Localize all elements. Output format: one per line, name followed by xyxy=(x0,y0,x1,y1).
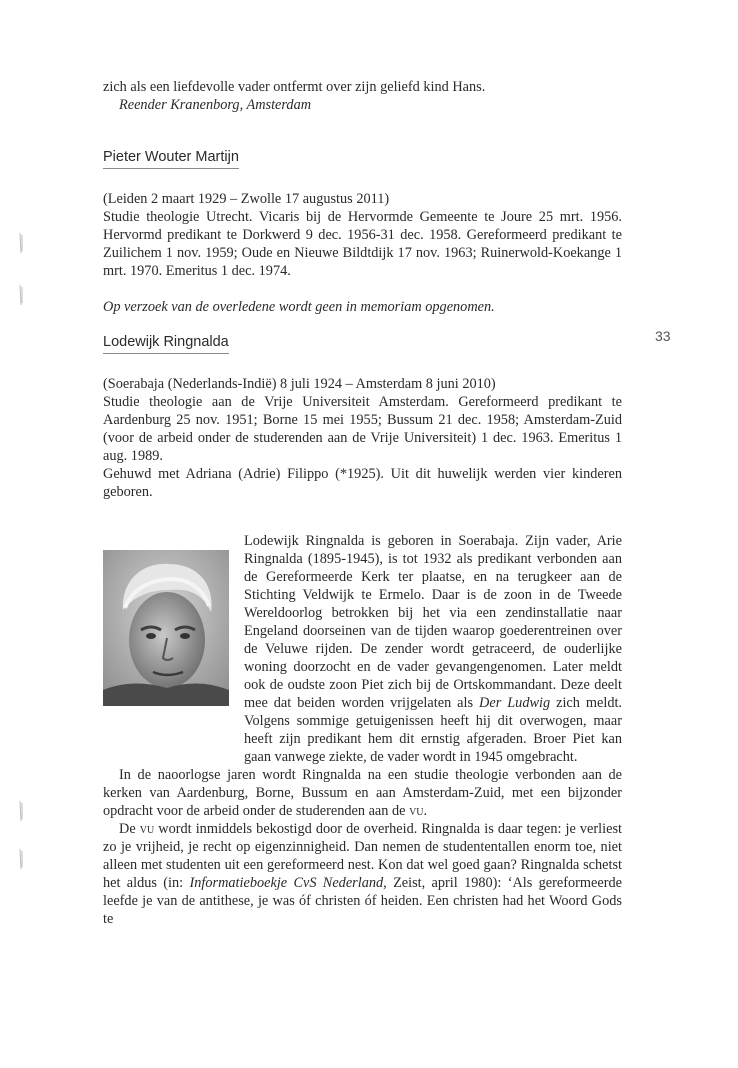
career-summary: Studie theologie Utrecht. Vicaris bij de Hervormde Gemeente te Joure 25 mrt. 1956. Hervormd predikant te Dorkwerd 9 dec. 1956-31 dec. 1958. Gereformeerd predikant te Zuilichem 1 nov. 1959; Oude en Nieuwe Bildtdijk 17 nov. 1963; Ruinerwold-Koekange 1 mrt. 1970. Emeritus 1 dec. 1974. xyxy=(103,209,622,279)
biography xyxy=(103,532,622,928)
entry-ringnalda-summary xyxy=(103,375,622,501)
vu-abbreviation: vu xyxy=(409,803,424,819)
life-dates: (Leiden 2 maart 1929 – Zwolle 17 augustus 2011) xyxy=(103,191,390,207)
author-signature: Reender Kranenborg, Amsterdam xyxy=(119,97,312,113)
bio1-title-italic: Der Ludwig xyxy=(479,695,551,711)
bio1-end-text: zich meldt. Volgens sommige getuigenissen heeft hij dit overwogen, maar heeft zijn predikant hem dit ernstig afgeraden. Broer Piet kan gaan vanwege ziekte, de vader wordt in 1945 omgebracht. xyxy=(244,695,623,765)
bio3-start: De xyxy=(119,821,136,837)
scan-mark xyxy=(18,232,24,254)
closing-line: zich als een liefdevolle vader ontfermt over zijn geliefd kind Hans. xyxy=(103,79,486,95)
biography-paragraph-2: In de naoorlogse jaren wordt Ringnalda na een studie theologie verbonden aan de kerken van Aardenburg, Borne, Bussum en aan Amsterdam-Zuid, met een bijzonder opdracht voor de arbeid onder de studerenden aan de vu. xyxy=(103,767,622,819)
bio1-start-text: Lodewijk Ringnalda is geboren in Soerabaja. Zijn vader, Arie Ringnalda (1895-1945), is tot 1932 als predikant verbonden aan de Gereformeerde Kerk ter plaatse, en na terugkeer aan de Stichting Veldwijk te Ermelo. Daar is de zoon in de Tweede Wereldoorlog betrokken bij het via een zendinstallatie naar Engeland doorseinen van de tijden waarop goederentreinen over de Veluwe rijden. De zender wordt getraceerd, de ouderlijke woning doorzocht en de vader gevangengenomen. Later meldt ook de oudste zoon Piet zich bij de Ortskommandant. Deze deelt mee dat beiden worden vrijgelaten als xyxy=(244,533,622,711)
scan-mark xyxy=(18,284,24,306)
entry-heading-ringnalda: Lodewijk Ringnalda xyxy=(103,333,229,354)
career-summary: Studie theologie aan de Vrije Universiteit Amsterdam. Gereformeerd predikant te Aardenburg 25 nov. 1951; Borne 15 mei 1955; Bussum 21 dec. 1958; Amsterdam-Zuid (voor de arbeid onder de studerenden aan de Vrije Universiteit) 1 dec. 1963. Emeritus 1 aug. 1989. xyxy=(103,394,622,464)
vu-abbreviation: vu xyxy=(139,821,155,837)
biography-paragraph-1 xyxy=(103,532,622,766)
scan-mark xyxy=(18,848,24,870)
scan-mark xyxy=(18,800,24,822)
bio3-text: wordt inmiddels bekostigd door de overheid. Ringnalda is daar tegen: je verliest zo je vrijheid, je recht op eigenzinnigheid. Dan nemen de studententallen enorm toe, niet alleen met studenten uit een gereformeerd nest. Kon dat wel goed gaan? Ringnalda schetst het aldus (in: xyxy=(103,821,622,891)
family-summary: Gehuwd met Adriana (Adrie) Filippo (*1925). Uit dit huwelijk werden vier kinderen geboren. xyxy=(103,466,622,500)
previous-memoriam-ending xyxy=(103,78,622,114)
biography-paragraph-3 xyxy=(103,820,622,928)
page-number: 33 xyxy=(655,328,671,344)
booklet-title-italic: Informatieboekje CvS Nederland xyxy=(189,875,384,891)
memoriam-note: Op verzoek van de overledene wordt geen in memoriam opgenomen. xyxy=(103,299,495,315)
entry-heading-martijn: Pieter Wouter Martijn xyxy=(103,148,239,169)
entry-martijn xyxy=(103,190,622,316)
bio2-text: In de naoorlogse jaren wordt Ringnalda na een studie theologie verbonden aan de kerken van Aardenburg, Borne, Bussum en aan Amsterdam-Zuid, met een bijzonder opdracht voor de arbeid onder de studerenden aan de xyxy=(103,767,622,819)
life-dates: (Soerabaja (Nederlands-Indië) 8 juli 1924 – Amsterdam 8 juni 2010) xyxy=(103,376,496,392)
bio3-end-text: , Zeist, april 1980): ‘Als gereformeerde leefde je van de antithese, je was óf christen óf heiden. Een christen had het Woord Gods te xyxy=(103,875,622,927)
